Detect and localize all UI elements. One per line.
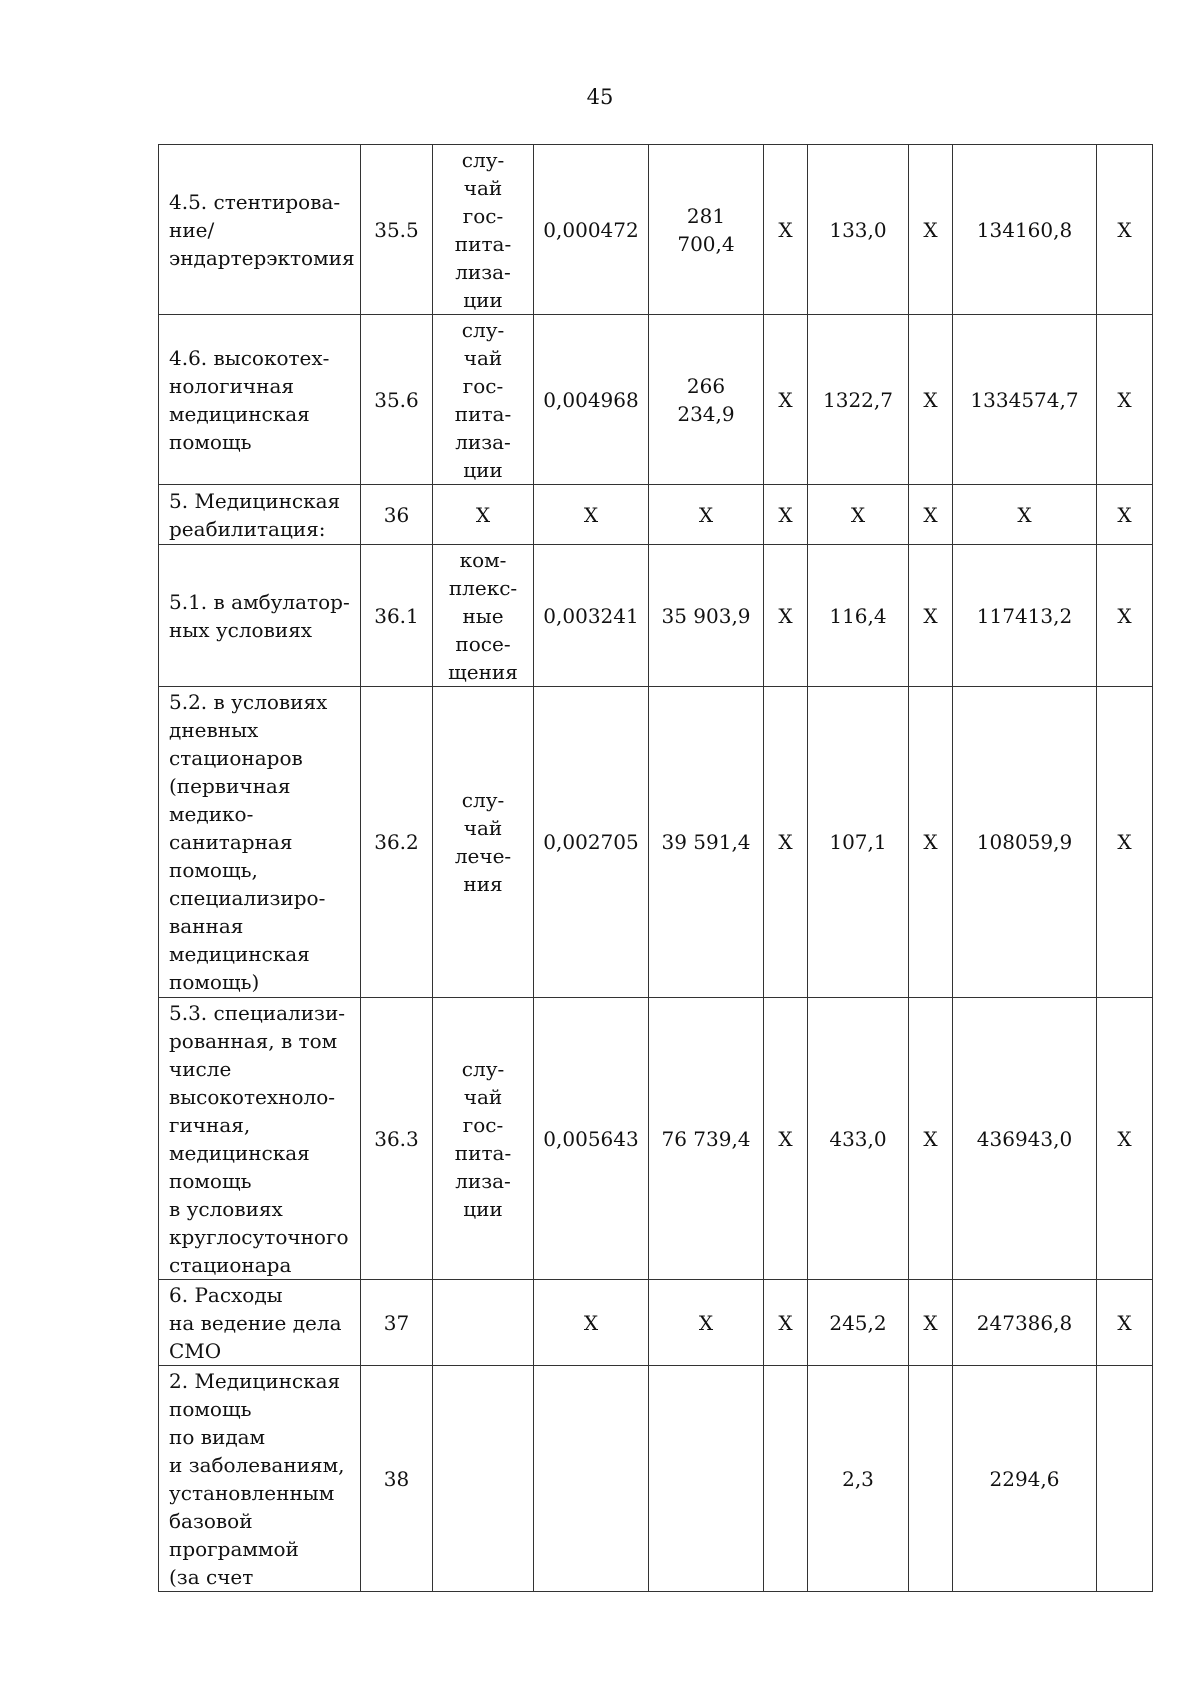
row-col6-cell: X	[764, 687, 808, 998]
row-unit-cell: слу- чай гос- пита- лиза- ции	[433, 315, 534, 485]
row-col6-cell: X	[764, 1280, 808, 1366]
row-norm-cell: X	[534, 485, 649, 545]
row-code-cell: 35.6	[361, 315, 433, 485]
row-norm-cell	[534, 1366, 649, 1592]
row-norm-cell: 0,005643	[534, 998, 649, 1280]
row-norm-cell: X	[534, 1280, 649, 1366]
table-row	[159, 145, 1153, 315]
table-row	[159, 998, 1153, 1280]
table-row	[159, 1366, 1153, 1592]
row-col7-cell: 133,0	[808, 145, 909, 315]
row-col9-cell: 134160,8	[953, 145, 1097, 315]
row-col10-cell: X	[1097, 315, 1153, 485]
row-cost-cell	[649, 1366, 764, 1592]
table-row	[159, 1280, 1153, 1366]
row-code-cell: 38	[361, 1366, 433, 1592]
row-col7-cell: 433,0	[808, 998, 909, 1280]
row-unit-cell: слу- чай гос- пита- лиза- ции	[433, 145, 534, 315]
row-code-cell: 35.5	[361, 145, 433, 315]
row-col10-cell: X	[1097, 145, 1153, 315]
row-col8-cell: X	[909, 545, 953, 687]
row-unit-cell: слу- чай гос- пита- лиза- ции	[433, 998, 534, 1280]
row-col7-cell: 1322,7	[808, 315, 909, 485]
row-col9-cell: X	[953, 485, 1097, 545]
row-col9-cell: 247386,8	[953, 1280, 1097, 1366]
row-unit-cell: слу- чай лече- ния	[433, 687, 534, 998]
row-unit-cell: ком- плекс- ные посе- щения	[433, 545, 534, 687]
data-table	[158, 144, 1153, 1592]
row-col6-cell: X	[764, 485, 808, 545]
row-col8-cell: X	[909, 998, 953, 1280]
row-name-cell: 5.3. специализи- рованная, в том числе высокотехноло- гичная, медицинская помощь в условиях круглосуточного стационара	[159, 998, 361, 1280]
row-col10-cell: X	[1097, 545, 1153, 687]
row-name-cell: 6. Расходы на ведение дела СМО	[159, 1280, 361, 1366]
row-col7-cell: 107,1	[808, 687, 909, 998]
row-col10-cell: X	[1097, 485, 1153, 545]
row-col9-cell: 1334574,7	[953, 315, 1097, 485]
row-col8-cell: X	[909, 145, 953, 315]
row-cost-cell: X	[649, 1280, 764, 1366]
row-col10-cell	[1097, 1366, 1153, 1592]
row-col6-cell	[764, 1366, 808, 1592]
row-col7-cell: 2,3	[808, 1366, 909, 1592]
row-name-cell: 4.6. высокотех- нологичная медицинская помощь	[159, 315, 361, 485]
row-col9-cell: 436943,0	[953, 998, 1097, 1280]
row-norm-cell: 0,004968	[534, 315, 649, 485]
table-row	[159, 485, 1153, 545]
row-name-cell: 5.2. в условиях дневных стационаров (первичная медико- санитарная помощь, специализиро- ванная медицинская помощь)	[159, 687, 361, 998]
row-col8-cell: X	[909, 315, 953, 485]
row-col10-cell: X	[1097, 1280, 1153, 1366]
row-col6-cell: X	[764, 545, 808, 687]
row-col8-cell: X	[909, 687, 953, 998]
row-col6-cell: X	[764, 315, 808, 485]
row-norm-cell: 0,000472	[534, 145, 649, 315]
row-col9-cell: 2294,6	[953, 1366, 1097, 1592]
table-row	[159, 315, 1153, 485]
row-col8-cell	[909, 1366, 953, 1592]
row-code-cell: 37	[361, 1280, 433, 1366]
page-number: 45	[586, 85, 614, 109]
row-col8-cell: X	[909, 1280, 953, 1366]
table-row	[159, 545, 1153, 687]
row-code-cell: 36.2	[361, 687, 433, 998]
row-col7-cell: 116,4	[808, 545, 909, 687]
row-code-cell: 36	[361, 485, 433, 545]
row-col6-cell: X	[764, 145, 808, 315]
row-norm-cell: 0,002705	[534, 687, 649, 998]
row-unit-cell: X	[433, 485, 534, 545]
row-col9-cell: 117413,2	[953, 545, 1097, 687]
row-code-cell: 36.1	[361, 545, 433, 687]
row-name-cell: 5.1. в амбулатор- ных условиях	[159, 545, 361, 687]
row-col6-cell: X	[764, 998, 808, 1280]
row-name-cell: 5. Медицинская реабилитация:	[159, 485, 361, 545]
row-cost-cell: 76 739,4	[649, 998, 764, 1280]
row-col9-cell: 108059,9	[953, 687, 1097, 998]
row-unit-cell	[433, 1366, 534, 1592]
row-name-cell: 4.5. стентирова- ние/ эндартерэктомия	[159, 145, 361, 315]
row-cost-cell: X	[649, 485, 764, 545]
row-unit-cell	[433, 1280, 534, 1366]
table-row	[159, 687, 1153, 998]
row-col7-cell: 245,2	[808, 1280, 909, 1366]
row-cost-cell: 281 700,4	[649, 145, 764, 315]
row-cost-cell: 39 591,4	[649, 687, 764, 998]
row-col10-cell: X	[1097, 998, 1153, 1280]
row-col7-cell: X	[808, 485, 909, 545]
row-code-cell: 36.3	[361, 998, 433, 1280]
row-norm-cell: 0,003241	[534, 545, 649, 687]
row-col8-cell: X	[909, 485, 953, 545]
row-cost-cell: 35 903,9	[649, 545, 764, 687]
row-col10-cell: X	[1097, 687, 1153, 998]
row-name-cell: 2. Медицинская помощь по видам и заболеваниям, установленным базовой программой (за счет	[159, 1366, 361, 1592]
row-cost-cell: 266 234,9	[649, 315, 764, 485]
